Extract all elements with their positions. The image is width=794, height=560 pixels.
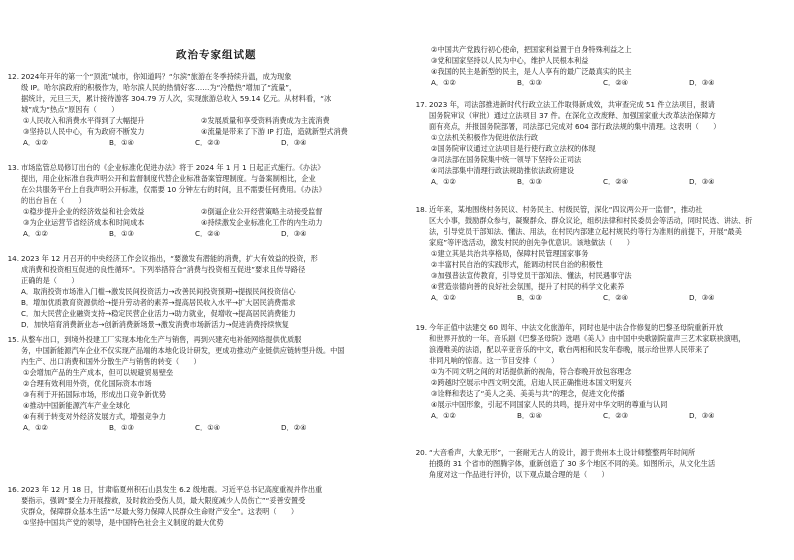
question-text: 正确的是（ ）: [21, 276, 79, 285]
question-number: 15.: [7, 335, 19, 344]
question-text: 级 IP。哈尔滨政府的积极作为，哈尔滨人民的热情好客……为“冷酷热”增加了“流量”，: [21, 83, 297, 92]
option: ②丰富村民自治的实践形式，能调动村民自治的积极性: [431, 260, 603, 269]
answer-choice: A．①②: [23, 138, 48, 147]
question-text: 国务院审议（审批）通过立法项目 37 件。在深化立改废释、加强国家重大改革法治保障方: [429, 111, 716, 120]
question-text: 浪漫唯美的法语，配以辛亚音乐的中文，歌台两相和民发年春晚，展示给世界人民带来了: [429, 345, 710, 354]
question-17: [408, 99, 775, 187]
question-text: 2023 年 12 月召开的中央经济工作会议指出，“要激发有潜能的消费，扩大有效益的投资，形: [21, 254, 318, 263]
option: C．加大民营企业融资支持→稳定民营企业活力→助力就业，促增收→提高居民消费能力: [21, 309, 296, 318]
question-number: 13.: [7, 163, 19, 172]
question-text: 非同凡响的惊喜。这一节目安排（ ）: [429, 356, 559, 365]
answer-choices: [0, 228, 379, 239]
option: ④营造崇德向善的良好社会氛围，提升了村民的科学文化素养: [431, 282, 625, 291]
answer-choice: C．②③: [195, 138, 221, 147]
question-text: 2023 年，司法部推进新时代行政立法工作取得新成效，共审查完成 51 件立法项目，报请: [429, 100, 715, 109]
answer-choices: [408, 176, 775, 187]
question-number: 16.: [7, 485, 19, 494]
answer-choice: D．③④: [689, 293, 715, 302]
answer-choice: C．②④: [195, 229, 221, 238]
question-text: 角度对这一作品进行评价，以下观点最合理的是（ ）: [429, 470, 609, 479]
question-text: 要指示，强调“要全力开展搜救，及时救治受伤人员，最大限度减少人员伤亡”“妥善安置受: [21, 496, 306, 505]
answer-choice: A．①②: [431, 293, 456, 302]
option: A．取消投资市场准入门槛→激发民间投资活力→改善民间投资预期→提振民间投资信心: [21, 287, 296, 296]
answer-choices: [0, 422, 367, 433]
answer-choices: [408, 410, 775, 421]
answer-choice: B．①③: [109, 229, 135, 238]
question-number: 12.: [7, 72, 19, 81]
question-14: [0, 253, 318, 330]
question-text: 近年来，某地围绕村务民议、村务民主、村级民管，深化“四议两公开一监督”，推动社: [429, 205, 703, 214]
answer-choice: D．③④: [281, 138, 307, 147]
option: ④司法部集中清理行政法规助推依法政府建设: [431, 166, 575, 175]
question-text: “大音希声，大象无形”，一套耐无古人的设计，源于贵州本土设计师整整两年时间所: [429, 448, 696, 457]
question-text: 区大小事，鼓励群众参与，凝聚群众、群众议论，组织法律和村民委员会等活动，同时民选、讲法、折: [429, 216, 753, 225]
option: ④持续激发企业标准化工作的内生动力: [201, 218, 323, 227]
option: ④我国的民主是新型的民主，是人人享有的最广泛最真实的民主: [431, 67, 632, 76]
option: ③坚持以人民中心，有为政府不断发力: [23, 127, 145, 136]
answer-choices: [408, 292, 775, 303]
answer-choice: B．①③: [517, 78, 543, 87]
answer-choice: B．①③: [517, 293, 543, 302]
question-number: 20.: [415, 448, 427, 457]
question-16: [0, 484, 322, 528]
answer-choice: D．③④: [689, 411, 715, 420]
option: ④推动中国新能源汽车产业全球化: [23, 401, 131, 410]
answer-choice: C．②④: [603, 78, 629, 87]
option: ③司法部在国务院集中统一领导下坚持公正司法: [431, 155, 582, 164]
question-text: 据统计，元旦三天，累计接待游客 304.79 万人次，实现旅游总收入 59.14 亿元。从材料看，“冰: [21, 94, 332, 103]
option: ②合理有效利用外资，优化国际资本市场: [23, 379, 152, 388]
option: ②倒逼企业公开经营策略主动接受监督: [201, 207, 323, 216]
answer-choice: A．①②: [23, 229, 48, 238]
question-text: 2024年开年的第一个“顶流”城市，你知道吗？“尔滨”旅游在冬季持续升温，成为现象: [21, 72, 292, 81]
option: B．增加优质教育资源供给→提升劳动者的素养→提高居民收入水平→扩大居民消费需求: [21, 298, 296, 307]
question-number: 17.: [415, 100, 427, 109]
answer-choice: C．②④: [603, 177, 629, 186]
option: ①建立其是共治共享格局，保障村民管理国家事务: [431, 249, 589, 258]
option: ③加强普法宣传教育，引导党员干部知法、懂法，村民遇事守法: [431, 271, 632, 280]
question-19: [408, 322, 775, 421]
question-text: 法，引导党员干部知法、懂法、用法，在村民内部建立起村规民约等行为准则的前提下，开展“最美: [429, 227, 742, 236]
question-text: 从整车出口，到境外投建工厂实现本地化生产与销售，再到兴建充电补能网络提供优质服: [21, 335, 302, 344]
answer-choice: A．①②: [23, 423, 48, 432]
question-text: 拍摄的 31 个省市的图腾字体，重新创造了 30 多个地区不同的美。如图所示，从文化生活: [429, 459, 716, 468]
answer-choice: C．②③: [603, 411, 629, 420]
question-15: [0, 334, 367, 433]
option: ②国务院审议通过立法项目是行使行政立法权的体现: [431, 144, 596, 153]
option: ①人民收入和消费水平得到了大幅提升: [23, 116, 145, 125]
option: ③诠释和表达了“美人之美、美美与共”的理念，促进文化传播: [431, 389, 625, 398]
answer-choice: B．①④: [109, 138, 135, 147]
option: ①为不同文明之间的对话提供新的视角，符合春晚开放包容理念: [431, 367, 632, 376]
question-text: 市场监管总局修订出台的《企业标准化促进办法》将于 2024 年 1 月 1 日起正式施行。《办法》: [21, 163, 325, 172]
question-number: 19.: [415, 323, 427, 332]
answer-choice: D．③④: [689, 78, 715, 87]
answer-choice: B．①③: [517, 177, 543, 186]
option: ③党和国家坚持以人民为中心，维护人民根本利益: [431, 56, 589, 65]
option: D．加快培育消费新业态→创新消费新场景→激发消费市场新活力→促进消费持续恢复: [21, 320, 289, 329]
answer-choice: A．①②: [431, 411, 456, 420]
question-text: 成消费和投资相互促进的良性循环”。下列举措符合“消费与投资相互促进”要求且传导路径: [21, 265, 306, 274]
question-text: 和世界开放的一年。音乐剧《巴黎圣母院》选唱《美人》由中国中央歌剧院童声三艺术家联袂演唱，: [429, 334, 746, 343]
question-number: 14.: [7, 254, 19, 263]
option: ④流量是带来了下游 IP 打造，造就新型式消费: [201, 127, 348, 136]
question-text: 面有亮点，并报国务院部署，司法部已完成对 604 部行政法规的集中清理。这表明（ ）: [429, 122, 721, 131]
option: ④有利于转变对外经济发展方式，增强竞争力: [23, 412, 167, 421]
question-text: 内生产、出口消费和国外分散生产与销售的转变（ ）: [21, 357, 201, 366]
question-text: 灾群众，保障群众基本生活”“尽最大努力保障人民群众生命财产安全”。这表明（ ）: [21, 507, 299, 516]
option: ①立法机关积极作为促进依法行政: [431, 133, 539, 142]
option: ①会增加产品的生产成本，但可以规避贸易壁垒: [23, 368, 174, 377]
option: ②跨越时空展示中西文明交流，启迪人民正确推进本国文明复兴: [431, 378, 632, 387]
option: ③有利于开拓国际市场，形成出口竞争新优势: [23, 390, 167, 399]
answer-choice: B．①④: [517, 411, 543, 420]
option: ②发展质量和享受资料消费成为主流消费: [201, 116, 330, 125]
answer-choice: D．②④: [281, 423, 307, 432]
question-number: 18.: [415, 205, 427, 214]
question-text: 在公共服务平台上自我声明公开标准，仅需要 10 分钟左右的时间，且不需要任何费用。《办法》: [21, 185, 326, 194]
answer-choice: A．①②: [431, 177, 456, 186]
question-20: [408, 447, 715, 480]
question-text: 2023 年 12 月 18 日，甘肃临夏州积石山县发生 6.2 级地震。习近平总书记高度重视并作出重: [21, 485, 323, 494]
question-text: 的出台旨在（ ）: [21, 196, 86, 205]
option: ①坚持中国共产党的领导，是中国特色社会主义制度的最大优势: [23, 518, 224, 527]
question-text: 家庭”等评选活动，激发村民的创先争优意识。该地做法（ ）: [429, 238, 634, 247]
option: ④展示中国形象，引起不同国家人民的共鸣，提升对中华文明的尊重与认同: [431, 400, 668, 409]
answer-choice: C．②④: [603, 293, 629, 302]
question-text: 今年正值中法建交 60 周年、中法文化旅游年，同时也是中法合作修复的巴黎圣母院重新开放: [429, 323, 724, 332]
question-12: [0, 71, 379, 148]
answer-choice: B．①③: [109, 423, 135, 432]
option: ③为企业运营节省经济成本和时间成本: [23, 218, 145, 227]
question-13: [0, 162, 379, 239]
option: ②中国共产党践行初心使命，把国家利益置于自身特殊利益之上: [431, 45, 632, 54]
answer-choice: D．③④: [281, 229, 307, 238]
page-title: 政治专家组试题: [176, 49, 257, 61]
question-text: 提出，用企业标准自我声明公开和监督制度代替企业标准备案管理制度。与备案制相比，企业: [21, 174, 316, 183]
answer-choices: [408, 77, 775, 88]
answer-choice: D．③④: [689, 177, 715, 186]
question-text: 务，中国新能源汽车企业不仅实现产品端的本地化设计研发，更成功推动产业链供应链转型升级。中国: [21, 346, 345, 355]
question-text: 城”成为“热点”原因有（ ）: [21, 105, 119, 114]
question-16-continued: [408, 44, 775, 88]
answer-choice: C．①④: [195, 423, 221, 432]
question-18: [408, 204, 775, 303]
answer-choice: A．①②: [431, 78, 456, 87]
answer-choices: [0, 137, 379, 148]
option: ①稳步提升企业的经济效益和社会效益: [23, 207, 145, 216]
